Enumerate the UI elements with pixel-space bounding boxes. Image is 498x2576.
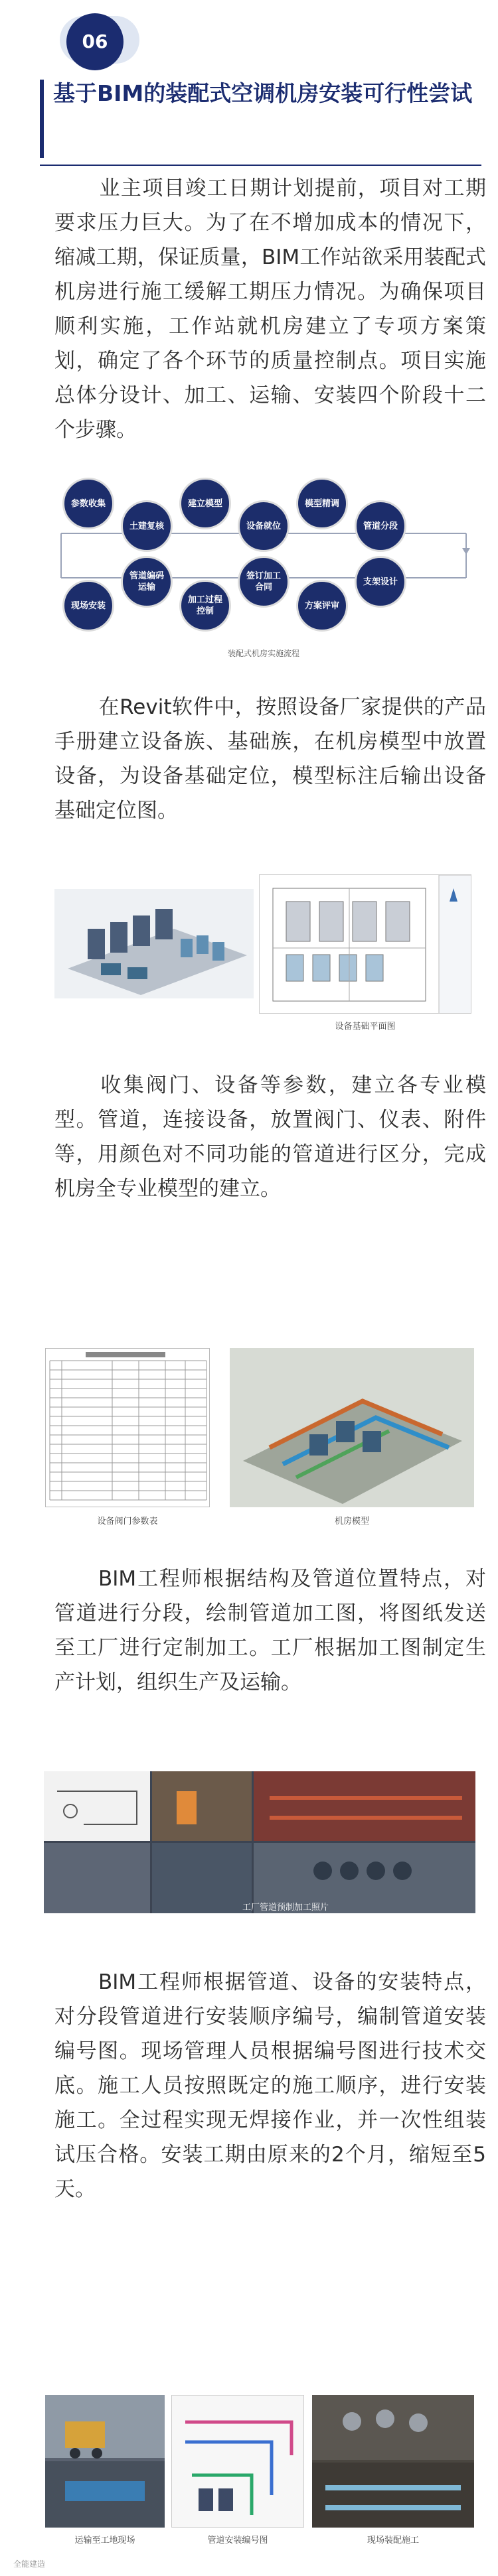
paragraph-text: 在Revit软件中，按照设备厂家提供的产品手册建立设备族、基础族，在机房模型中放置设备，为设备基础定位，模型标注后输出设备基础定位图。 (54, 695, 486, 823)
section-number: 06 (66, 13, 124, 70)
caption-site-assembly: 现场装配施工 (367, 2536, 419, 2545)
flow-node-plan-review: 方案评审 (296, 580, 348, 632)
flow-node-support-design: 支架设计 (355, 556, 406, 608)
process-flow-diagram (54, 468, 473, 671)
flow-node-pipe-segment: 管道分段 (355, 500, 406, 552)
flow-node-civil-review: 土建复核 (121, 500, 173, 552)
flow-caption: 装配式机房实施流程 (227, 649, 299, 658)
footer-watermark: 全能建造 (13, 2559, 46, 2569)
flow-node-site-installation: 现场安装 (62, 580, 114, 632)
caption-factory-photos: 工厂管道预制加工照片 (242, 1903, 329, 1913)
section-number-badge (60, 13, 139, 69)
caption-transport: 运输至工地现场 (74, 2536, 135, 2545)
caption-pipe-numbering: 管道安装编号图 (207, 2536, 268, 2545)
flow-node-pipe-coding: 管道编码运输 (121, 556, 173, 608)
foundation-plan-drawing (260, 875, 471, 1014)
section-header (40, 9, 481, 167)
caption-machine-room-model: 机房模型 (334, 1517, 369, 1526)
paragraph-1 (54, 171, 486, 447)
flow-node-processing-contract: 签订加工合同 (238, 556, 290, 608)
paragraph-text: 收集阀门、设备等参数，建立各专业模型。管道，连接设备，放置阀门、仪表、附件等，用颜色对不同功能的管道进行区分，完成机房全专业模型的建立。 (54, 1073, 486, 1201)
paragraph-text: 业主项目竣工日期计划提前，项目对工期要求压力巨大。为了在不增加成本的情况下，缩减工期，保证质量，BIM工作站欲采用装配式机房进行施工缓解工期压力情况。为确保项目顺利实施，工作站就机房建立了专项方案策划，确定了各个环节的质量控制点。项目实施总体分设计、加工、运输、安装四个阶段十二个步骤。 (54, 176, 486, 442)
equipment-foundation-plan-image (259, 874, 471, 1014)
site-assembly-photo (312, 2395, 474, 2528)
flow-node-build-model: 建立模型 (179, 478, 231, 529)
pipe-installation-number-drawing (171, 2395, 304, 2528)
flow-node-parameter-collection: 参数收集 (62, 478, 114, 529)
pipe-numbering-illustration (172, 2396, 304, 2528)
parameter-table-graphic (46, 1349, 210, 1507)
section-title: 基于BIM的装配式空调机房安装可行性尝试 (53, 80, 473, 106)
paragraph-3 (54, 1068, 486, 1206)
flow-node-equipment-placement: 设备就位 (238, 500, 290, 552)
transport-illustration (45, 2395, 165, 2528)
flow-node-model-refine: 模型精调 (296, 478, 348, 529)
paragraph-4 (54, 1562, 486, 1700)
transport-to-site-photo (45, 2395, 165, 2528)
caption-foundation-plan: 设备基础平面图 (335, 1022, 396, 1032)
site-assembly-illustration (312, 2395, 474, 2528)
caption-valve-table: 设备阀门参数表 (97, 1517, 158, 1526)
title-accent-bar (40, 80, 44, 158)
factory-photos-collage (44, 1771, 475, 1913)
header-divider (40, 165, 481, 166)
paragraph-text: BIM工程师根据结构及管道位置特点，对管道进行分段，绘制管道加工图，将图纸发送至工厂进行定制加工。工厂根据加工图制定生产计划，组织生产及运输。 (54, 1567, 486, 1694)
equipment-3d-model-image (54, 889, 254, 998)
paragraph-text: BIM工程师根据管道、设备的安装特点，对分段管道进行安装顺序编号，编制管道安装编号图。现场管理人员根据编号图进行技术交底。施工人员按照既定的施工顺序，进行安装施工。全过程实现无焊接作业，并一次性组装试压合格。安装工期由原来的2个月，缩短至5天。 (54, 1970, 486, 2201)
valve-parameter-table-image (45, 1348, 210, 1507)
paragraph-2 (54, 690, 486, 828)
machine-room-illustration (230, 1348, 474, 1507)
machine-room-model-image (230, 1348, 474, 1507)
factory-photos-illustration (44, 1771, 475, 1913)
paragraph-5 (54, 1965, 486, 2206)
equipment-model-illustration (54, 889, 254, 998)
flow-node-process-control: 加工过程控制 (179, 580, 231, 632)
flow-connectors (54, 468, 473, 641)
